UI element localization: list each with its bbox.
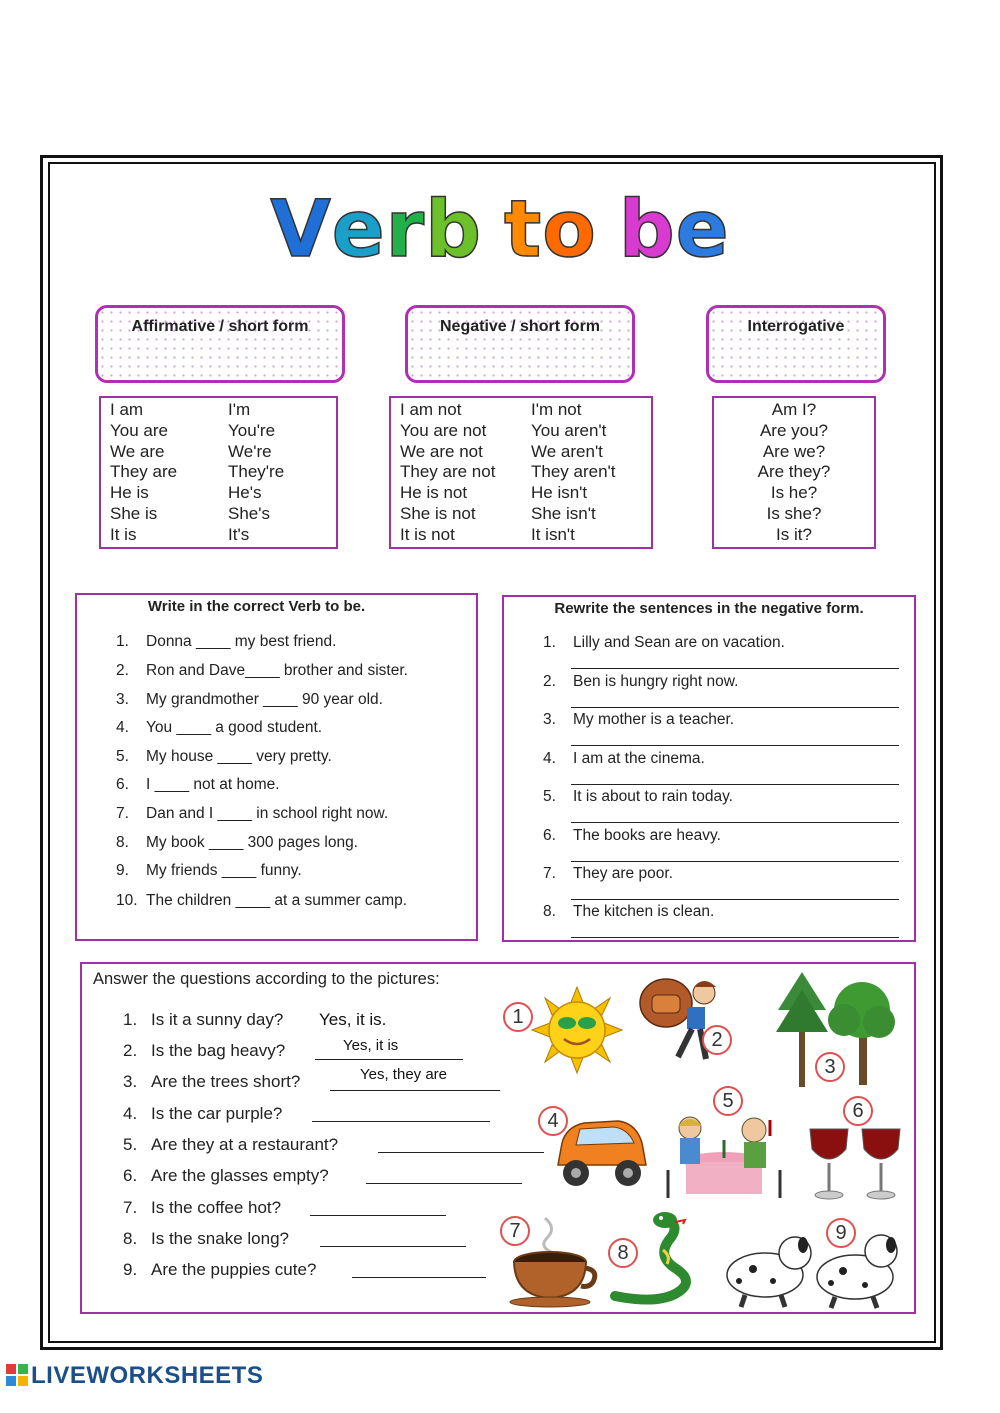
picture-number-badge: 6: [843, 1096, 873, 1126]
answer-line[interactable]: [571, 861, 899, 862]
answer-line[interactable]: [571, 745, 899, 746]
item-text: My house ____ very pretty.: [146, 748, 332, 765]
negative-short: She isn't: [531, 503, 596, 523]
liveworksheets-logo-icon: [6, 1364, 28, 1386]
item-text: Are the glasses empty?: [151, 1166, 329, 1185]
item-text: Are the puppies cute?: [151, 1260, 317, 1279]
exercise1-title: Write in the correct Verb to be.: [147, 598, 366, 615]
item-text: My mother is a teacher.: [573, 711, 735, 728]
item-number: 8.: [123, 1229, 138, 1248]
answer-field[interactable]: Yes, it is.: [319, 1010, 387, 1029]
title-letter: b: [618, 185, 676, 275]
exercise3-title: Answer the questions according to the pictures:: [93, 970, 440, 988]
exercise3-item: [123, 1260, 316, 1280]
answer-line[interactable]: [571, 668, 899, 669]
item-number: 2.: [116, 662, 129, 679]
item-number: 2.: [543, 673, 556, 690]
negative-short: He isn't: [531, 483, 588, 503]
worksheet-title: [0, 185, 1000, 275]
interrogative-form: Is she?: [766, 503, 822, 523]
affirmative-short: It's: [228, 524, 250, 544]
exercise3-item: [123, 1166, 329, 1186]
answer-line: [315, 1059, 463, 1060]
wine-glasses-picture: [806, 1125, 906, 1205]
answer-line[interactable]: [571, 937, 899, 938]
negative-header-label: Negative / short form: [439, 318, 601, 335]
affirmative-table: [99, 396, 338, 549]
affirmative-long: She is: [110, 503, 158, 523]
answer-field[interactable]: [352, 1277, 486, 1278]
interrogative-table: [712, 396, 876, 549]
affirmative-long: You are: [110, 420, 168, 440]
exercise3-item: [123, 1198, 281, 1218]
negative-header: [405, 305, 635, 383]
exercise2-item: [543, 865, 673, 883]
exercise3-item: [123, 1010, 283, 1030]
item-text: The books are heavy.: [573, 827, 721, 844]
exercise1-item: [116, 662, 408, 680]
answer-line[interactable]: [571, 899, 899, 900]
item-number: 1.: [116, 633, 129, 650]
item-number: 5.: [543, 788, 556, 805]
exercise1-item: [116, 834, 358, 852]
item-number: 7.: [116, 805, 129, 822]
item-number: 3.: [543, 711, 556, 728]
exercise1-item: [116, 719, 322, 737]
answer-field[interactable]: [366, 1183, 522, 1184]
negative-short: They aren't: [531, 462, 616, 482]
item-text: They are poor.: [573, 865, 673, 882]
exercise1-item: [116, 776, 280, 794]
exercise2-item: [543, 827, 721, 845]
item-number: 8.: [543, 903, 556, 920]
title-letter: t: [503, 185, 543, 275]
answer-line[interactable]: [571, 707, 899, 708]
item-number: 2.: [123, 1041, 138, 1060]
affirmative-long: He is: [110, 483, 149, 503]
answer-field[interactable]: [320, 1246, 466, 1247]
negative-short: I'm not: [531, 400, 582, 419]
answer-field[interactable]: [378, 1152, 544, 1153]
item-text: Is the snake long?: [151, 1229, 289, 1248]
exercise2-title: Rewrite the sentences in the negative form.: [554, 600, 864, 617]
picture-number-badge: 9: [826, 1218, 856, 1248]
exercise1-item: [116, 748, 332, 766]
negative-table: [389, 396, 653, 549]
picture-number-badge: 8: [608, 1238, 638, 1268]
affirmative-short: We're: [228, 441, 272, 461]
item-number: 1.: [123, 1010, 138, 1029]
item-number: 3.: [123, 1072, 138, 1091]
item-text: Is the coffee hot?: [151, 1198, 282, 1217]
interrogative-form: Is he?: [770, 483, 818, 503]
item-text: It is about to rain today.: [573, 788, 733, 805]
exercise2-item: [543, 673, 738, 691]
item-number: 9.: [116, 862, 129, 879]
affirmative-long: It is: [110, 524, 137, 544]
negative-long: She is not: [400, 503, 476, 523]
item-text: Are they at a restaurant?: [151, 1135, 339, 1154]
exercise3-item: [123, 1135, 338, 1155]
exercise3-item: [123, 1104, 282, 1124]
exercise1-item: [116, 691, 383, 709]
exercise1-item: [116, 805, 388, 823]
affirmative-short: They're: [228, 462, 285, 482]
item-number: 6.: [116, 776, 129, 793]
title-letter: V: [270, 185, 332, 275]
affirmative-short: I'm: [228, 400, 251, 419]
negative-long: We are not: [400, 441, 483, 461]
picture-number-badge: 1: [503, 1002, 533, 1032]
exercise2-item: [543, 634, 785, 652]
affirmative-long: I am: [110, 400, 144, 419]
answer-field[interactable]: [310, 1215, 446, 1216]
exercise1-item: [116, 633, 336, 651]
picture-number-badge: 2: [702, 1025, 732, 1055]
item-number: 5.: [116, 748, 129, 765]
negative-short: You aren't: [531, 420, 607, 440]
negative-long: He is not: [400, 483, 468, 503]
puppies-picture: [715, 1225, 905, 1310]
exercise3-item: [123, 1229, 289, 1249]
picture-number-badge: 7: [500, 1216, 530, 1246]
answer-field[interactable]: [312, 1121, 490, 1122]
negative-short: We aren't: [531, 441, 603, 461]
negative-long: They are not: [400, 462, 496, 482]
item-number: 7.: [123, 1198, 138, 1217]
exercise1-item: [116, 892, 407, 910]
title-letter: r: [385, 185, 426, 275]
interrogative-header-label: Interrogative: [747, 318, 845, 335]
affirmative-long: We are: [110, 441, 165, 461]
exercise2-item: [543, 711, 734, 729]
item-text: The children ____ at a summer camp.: [146, 892, 408, 909]
item-number: 9.: [123, 1260, 138, 1279]
negative-long: You are not: [400, 420, 487, 440]
answer-line: [330, 1090, 500, 1091]
sun-picture: [530, 985, 625, 1075]
item-text: I ____ not at home.: [146, 776, 280, 793]
picture-number-badge: 4: [538, 1106, 568, 1136]
negative-short: It isn't: [531, 524, 575, 544]
affirmative-header-label: Affirmative / short form: [131, 318, 309, 335]
affirmative-short: She's: [228, 503, 270, 523]
item-text: Lilly and Sean are on vacation.: [573, 634, 785, 651]
negative-long: It is not: [400, 524, 455, 544]
item-number: 4.: [116, 719, 129, 736]
exercise2-item: [543, 788, 733, 806]
item-number: 6.: [123, 1166, 138, 1185]
exercise2-item: [543, 903, 714, 921]
item-number: 4.: [543, 750, 556, 767]
item-text: Is the car purple?: [151, 1104, 283, 1123]
item-text: Is it a sunny day?: [151, 1010, 284, 1029]
interrogative-form: Is it?: [776, 524, 812, 544]
interrogative-form: Are we?: [762, 441, 826, 461]
item-text: Donna ____ my best friend.: [146, 633, 337, 650]
item-number: 1.: [543, 634, 556, 651]
answer-line[interactable]: [571, 784, 899, 785]
item-text: You ____ a good student.: [146, 719, 323, 736]
item-number: 8.: [116, 834, 129, 851]
affirmative-long: They are: [110, 462, 178, 482]
exercise3-item: [123, 1041, 285, 1061]
interrogative-form: Are you?: [759, 420, 829, 440]
affirmative-header: [95, 305, 345, 383]
item-number: 5.: [123, 1135, 138, 1154]
item-text: Ron and Dave____ brother and sister.: [146, 662, 408, 679]
title-letter: e: [675, 185, 730, 275]
affirmative-short: You're: [228, 420, 276, 440]
liveworksheets-logo-text: LIVEWORKSHEETS: [31, 1362, 264, 1389]
interrogative-header: [706, 305, 886, 383]
item-text: I am at the cinema.: [573, 750, 705, 767]
interrogative-form: Am I?: [771, 400, 817, 419]
exercise2-item: [543, 750, 705, 768]
item-text: Ben is hungry right now.: [573, 673, 739, 690]
picture-number-badge: 3: [815, 1052, 845, 1082]
item-text: Dan and I ____ in school right now.: [146, 805, 389, 822]
exercise3-item: [123, 1072, 300, 1092]
restaurant-picture: [662, 1110, 787, 1202]
item-number: 7.: [543, 865, 556, 882]
item-text: My book ____ 300 pages long.: [146, 834, 358, 851]
title-letter: b: [425, 185, 482, 275]
affirmative-short: He's: [228, 483, 262, 503]
picture-number-badge: 5: [713, 1086, 743, 1116]
negative-long: I am not: [400, 400, 462, 419]
exercise1-item: [116, 862, 302, 880]
item-text: Are the trees short?: [151, 1072, 301, 1091]
item-number: 10.: [116, 892, 138, 909]
interrogative-form: Are they?: [757, 462, 831, 482]
answer-field[interactable]: Yes, it is: [343, 1037, 399, 1054]
answer-line[interactable]: [571, 822, 899, 823]
item-text: My friends ____ funny.: [146, 862, 302, 879]
item-text: Is the bag heavy?: [151, 1041, 286, 1060]
item-text: The kitchen is clean.: [573, 903, 715, 920]
title-letter: e: [331, 185, 386, 275]
answer-field[interactable]: Yes, they are: [360, 1066, 448, 1083]
liveworksheets-logo: [6, 1362, 263, 1390]
item-number: 4.: [123, 1104, 138, 1123]
item-text: My grandmother ____ 90 year old.: [146, 691, 383, 708]
item-number: 3.: [116, 691, 129, 708]
title-letter: o: [542, 185, 597, 275]
item-number: 6.: [543, 827, 556, 844]
